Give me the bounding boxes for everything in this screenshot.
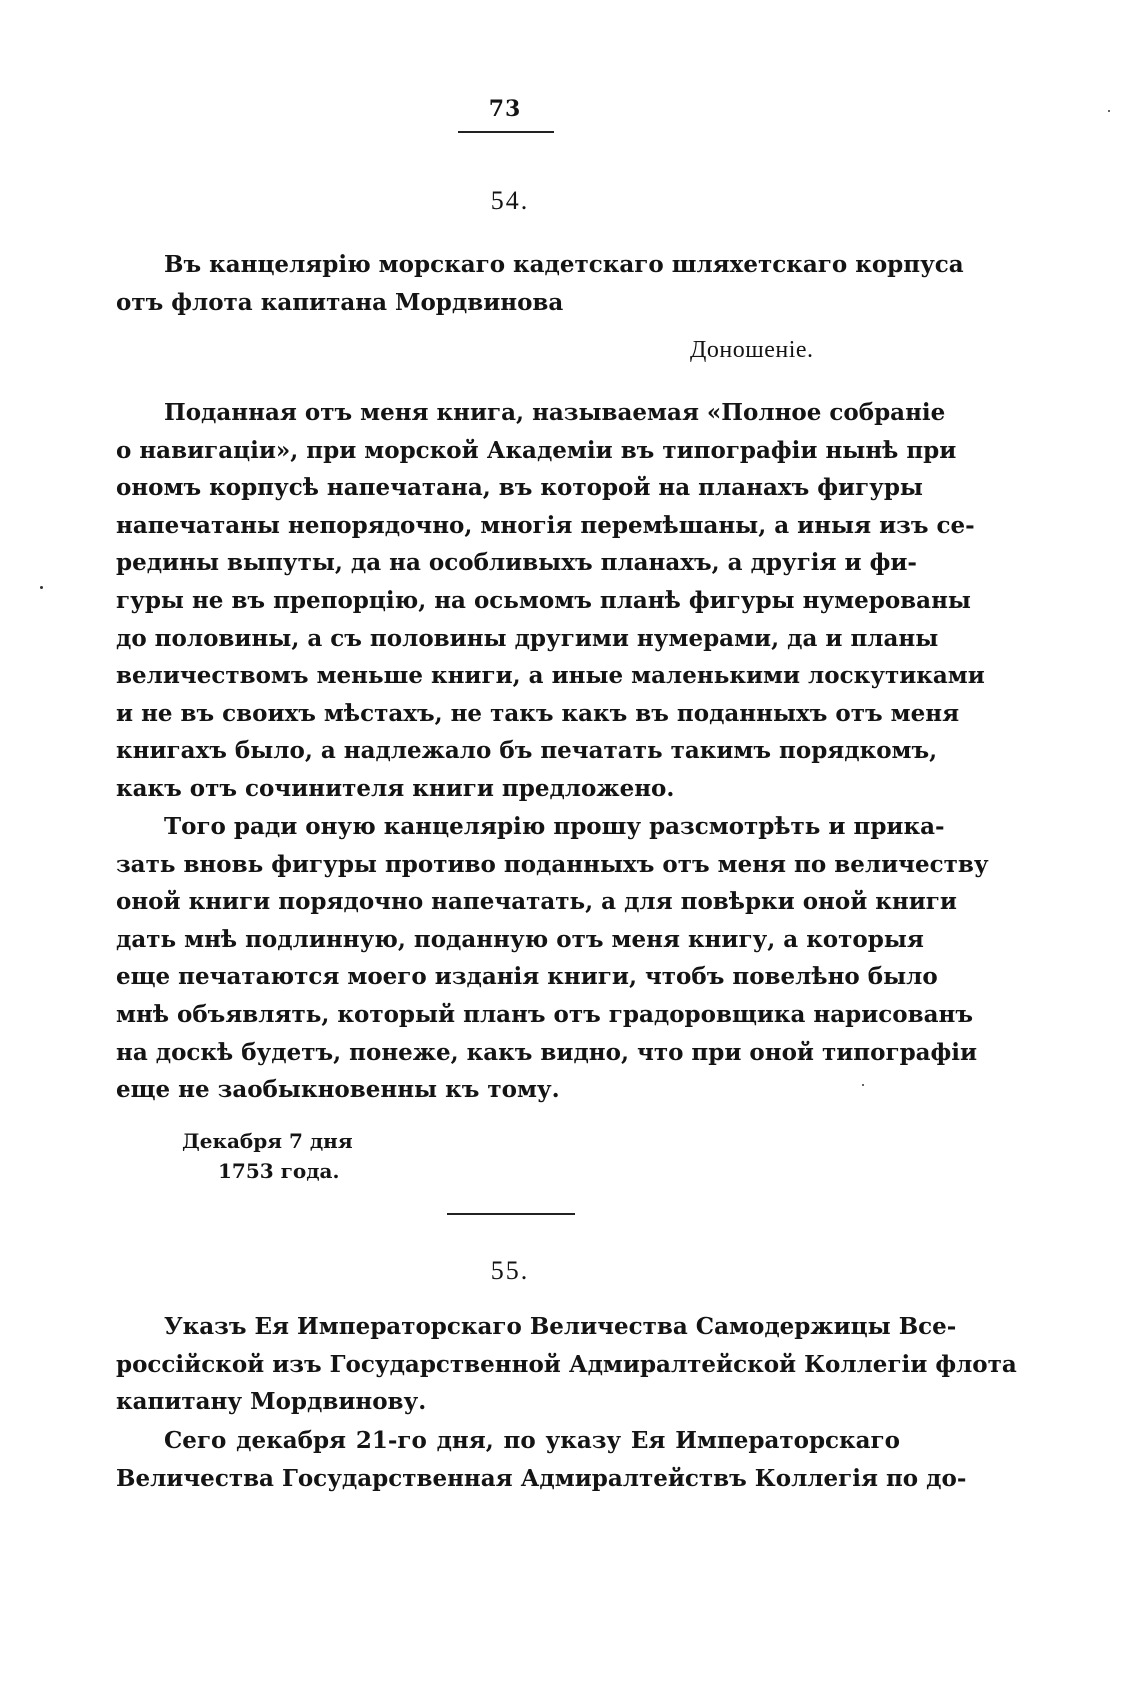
heading-line: Указъ Ея Императорскаго Величества Самодержицы Все- — [164, 1313, 957, 1340]
text-line: Сего декабря 21-го дня, по указу Ея Императорскаго — [164, 1427, 900, 1454]
text-line: редины выпуты, да на особливыхъ планахъ, а другія и фи- — [116, 549, 917, 577]
document-55-heading — [116, 1308, 1017, 1421]
text-line: напечатаны непорядочно, многія перемѣшаны, а иныя изъ се- — [116, 511, 975, 539]
heading-line: россійской изъ Государственной Адмиралтейской Коллегіи флота — [116, 1350, 1017, 1378]
text-line: Величества Государственная Адмиралтействъ Коллегія по до- — [116, 1464, 967, 1492]
date-day: Декабря 7 дня — [182, 1129, 353, 1153]
document-54-date — [182, 1126, 353, 1186]
text-line: мнѣ объявлять, который планъ отъ градоровщика нарисованъ — [116, 1000, 974, 1028]
text-line: Того ради оную канцелярію прошу разсмотрѣть и прика- — [164, 813, 945, 840]
text-line: оной книги порядочно напечатать, а для повѣрки оной книги — [116, 888, 957, 916]
heading-line: отъ флота капитана Мордвинова — [116, 288, 564, 316]
text-line: величествомъ меньше книги, а иные маленькими лоскутиками — [116, 662, 985, 690]
text-line: еще печатаются моего изданія книги, чтобъ повелѣно было — [116, 963, 938, 991]
text-line: какъ отъ сочинителя книги предложено. — [116, 774, 675, 802]
text-line: Поданная отъ меня книга, называемая «Полное собраніе — [164, 399, 946, 426]
document-54-number: 54. — [490, 186, 530, 215]
document-54-paragraph-2 — [116, 808, 989, 1109]
document-54-title: Доношеніе. — [690, 337, 814, 363]
text-line: дать мнѣ подлинную, поданную отъ меня книгу, а которыя — [116, 925, 924, 953]
heading-line: Въ канцелярію морскаго кадетскаго шляхетскаго корпуса — [164, 251, 964, 278]
text-line: зать вновь фигуры противо поданныхъ отъ меня по величеству — [116, 850, 989, 878]
text-line: книгахъ было, а надлежало бъ печатать такимъ порядкомъ, — [116, 737, 938, 765]
text-line: о навигаціи», при морской Академіи въ типографіи нынѣ при — [116, 436, 957, 464]
document-54-paragraph-1 — [116, 394, 985, 808]
document-55-number: 55. — [490, 1256, 530, 1285]
text-line: до половины, а съ половины другими нумерами, да и планы — [116, 624, 939, 652]
heading-line: капитану Мордвинову. — [116, 1388, 427, 1416]
print-speck — [862, 1084, 864, 1086]
print-speck — [1108, 110, 1110, 112]
text-line: и не въ своихъ мѣстахъ, не такъ какъ въ поданныхъ отъ меня — [116, 699, 960, 727]
text-line: на доскѣ будетъ, понеже, какъ видно, что при оной типографіи — [116, 1038, 978, 1066]
page-number: 73 — [488, 96, 522, 122]
document-55-paragraph-1 — [116, 1422, 967, 1497]
page-number-rule — [458, 131, 554, 133]
print-speck — [40, 586, 43, 589]
text-line: гуры не въ препорцію, на осьмомъ планѣ фигуры нумерованы — [116, 586, 971, 614]
text-line: еще не заобыкновенны къ тому. — [116, 1076, 560, 1104]
document-54-heading — [116, 246, 964, 321]
section-separator — [447, 1213, 575, 1215]
date-year: 1753 года. — [218, 1159, 340, 1183]
text-line: ономъ корпусѣ напечатана, въ которой на планахъ фигуры — [116, 474, 923, 502]
